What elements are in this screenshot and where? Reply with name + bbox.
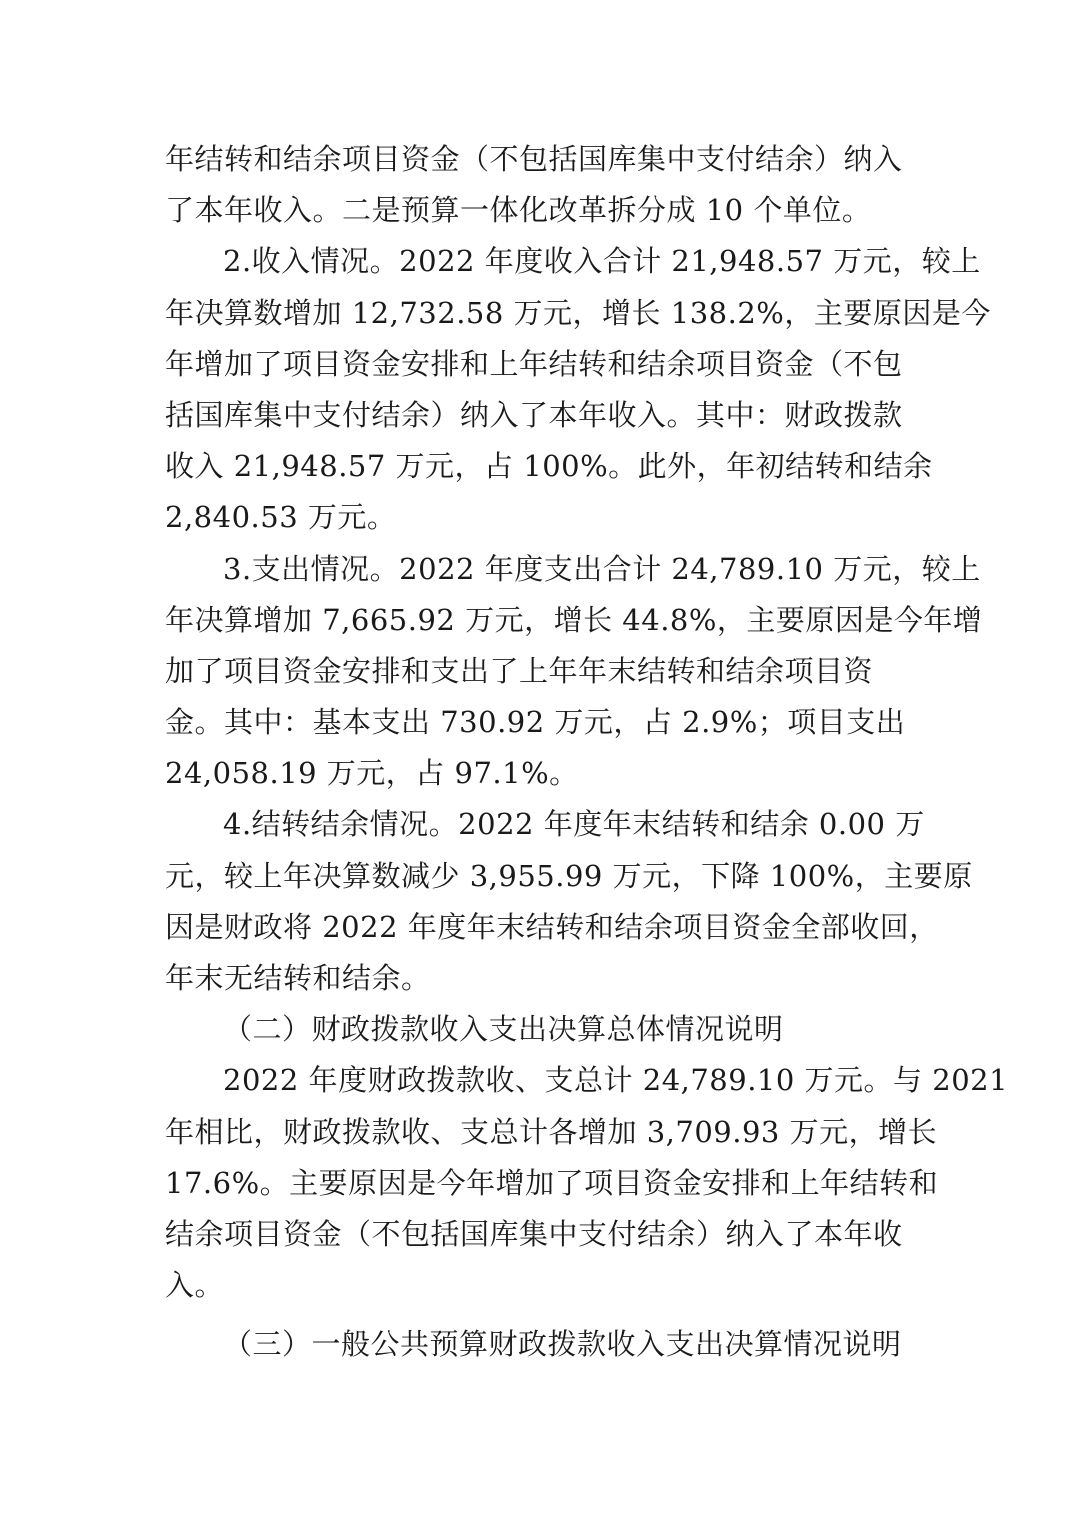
text-line: 2,840.53 万元。 xyxy=(165,500,397,535)
text-line: 因是财政将 2022 年度年末结转和结余项目资金全部收回， xyxy=(165,909,939,944)
text-line: 年结转和结余项目资金（不包括国库集中支付结余）纳入 xyxy=(165,142,903,176)
text-line: 年相比，财政拨款收、支总计各增加 3,709.93 万元，增长 xyxy=(165,1114,938,1149)
text-line: 入。 xyxy=(165,1268,225,1303)
text-line: 年决算数增加 12,732.58 万元，增长 138.2%，主要原因是今 xyxy=(165,295,991,330)
paragraph-start-income: 2.收入情况。2022 年度收入合计 21,948.57 万元，较上 xyxy=(223,244,981,279)
section-heading-3: （三）一般公共预算财政拨款收入支出决算情况说明 xyxy=(223,1327,902,1362)
text-line: 了本年收入。二是预算一体化改革拆分成 10 个单位。 xyxy=(165,193,872,228)
text-line: 17.6%。主要原因是今年增加了项目资金安排和上年结转和 xyxy=(165,1165,939,1200)
text-line: 加了项目资金安排和支出了上年年末结转和结余项目资 xyxy=(165,653,874,688)
paragraph-start-fiscal-total: 2022 年度财政拨款收、支总计 24,789.10 万元。与 2021 xyxy=(223,1063,1009,1098)
text-line: 年末无结转和结余。 xyxy=(165,961,431,995)
paragraph-start-carryover: 4.结转结余情况。2022 年度年末结转和结余 0.00 万 xyxy=(223,807,925,842)
section-heading-2: （二）财政拨款收入支出决算总体情况说明 xyxy=(223,1012,784,1047)
text-line: 元，较上年决算数减少 3,955.99 万元，下降 100%，主要原 xyxy=(165,858,973,893)
text-line: 金。其中：基本支出 730.92 万元，占 2.9%；项目支出 xyxy=(165,705,906,740)
spacer xyxy=(165,1311,910,1319)
paragraph-start-expenditure: 3.支出情况。2022 年度支出合计 24,789.10 万元，较上 xyxy=(223,551,981,586)
body-text xyxy=(165,134,1009,1371)
text-line: 24,058.19 万元，占 97.1%。 xyxy=(165,756,579,791)
text-line: 收入 21,948.57 万元，占 100%。此外，年初结转和结余 xyxy=(165,449,933,484)
text-line: 年增加了项目资金安排和上年结转和结余项目资金（不包 xyxy=(165,346,903,381)
text-line: 结余项目资金（不包括国库集中支付结余）纳入了本年收 xyxy=(165,1216,903,1251)
text-line: 年决算增加 7,665.92 万元，增长 44.8%，主要原因是今年增 xyxy=(165,602,983,637)
text-line: 括国库集中支付结余）纳入了本年收入。其中：财政拨款 xyxy=(165,397,903,432)
